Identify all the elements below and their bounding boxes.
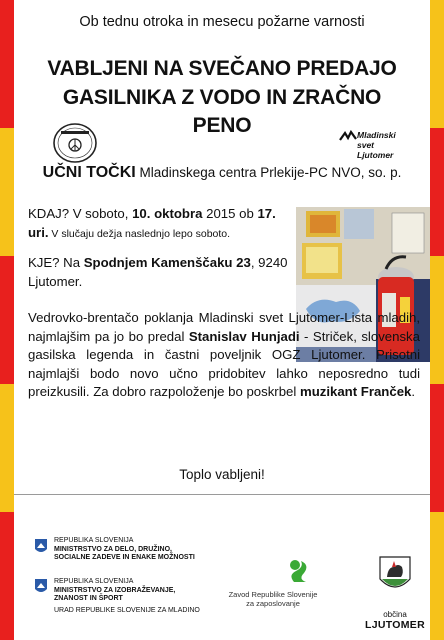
gov2-line3: URAD REPUBLIKE SLOVENIJE ZA MLADINO <box>54 606 200 614</box>
right-logo-line-1: Mladinski svet <box>357 130 396 150</box>
venue-rest: Mladinskega centra Prlekije-PC NVO, so. p. <box>135 165 402 180</box>
venue-bold: UČNI TOČKI <box>42 164 136 181</box>
when-block <box>28 205 298 243</box>
zavod-line1: Zavod Republike Slovenije <box>228 590 318 599</box>
gov2-line1: MINISTRSTVO ZA IZOBRAŽEVANJE, <box>54 586 176 594</box>
where-question: KJE? Na <box>28 255 84 270</box>
headline-line-1: VABLJENI NA SVEČANO PREDAJO <box>47 57 397 80</box>
slovenia-crest-icon <box>34 538 48 556</box>
paragraph-part-1: Vedrovko-brentačo poklanja Mladinski svet Ljutomer-Lista mladih, najmlajšim pa jo bo predal <box>28 310 420 344</box>
right-color-stripe <box>430 0 444 640</box>
municipality-label <box>360 610 430 631</box>
left-color-stripe <box>0 0 14 640</box>
when-question: KDAJ? V soboto, <box>28 206 133 221</box>
headline-line-3: PENO <box>192 114 252 137</box>
rain-note: V slučaju dežja naslednjo lepo soboto. <box>48 227 231 240</box>
zavod-label <box>214 590 332 608</box>
mladinski-svet-logo <box>339 128 409 164</box>
gov2-republika: REPUBLIKA SLOVENIJA <box>54 578 134 585</box>
gov1-republika: REPUBLIKA SLOVENIJA <box>54 537 134 544</box>
poster-page <box>14 0 430 640</box>
description-paragraph <box>28 309 420 402</box>
municipality-name: LJUTOMER <box>365 619 425 631</box>
musician-name: muzikant Franček <box>299 384 412 399</box>
gov1-line2: SOCIALNE ZADEVE IN ENAKE MOŽNOSTI <box>54 554 195 562</box>
event-place: Spodnjem Kamenščaku 23 <box>83 255 251 270</box>
intro-line: Ob tednu otroka in mesecu požarne varnosti <box>79 14 365 30</box>
paragraph-part-2: - Striček, slovenska gasilska legenda in častni poveljnik OGZ Ljutomer. Prisotni najmlajši bodo novo učno pridobitev lahko neposredno tudi preizkusili. Za dobro razpoloženje bo poskrbel <box>28 328 420 399</box>
ministry-labour-label <box>54 537 195 563</box>
event-date: 10. oktobra <box>132 206 203 221</box>
footer-divider <box>14 494 430 495</box>
gov2-line2: ZNANOST IN ŠPORT <box>54 595 123 603</box>
ministry-education-label <box>54 578 200 615</box>
gov1-line1: MINISTRSTVO ZA DELO, DRUŽINO, <box>54 545 172 553</box>
mladinski-center-logo <box>52 122 98 164</box>
ljutomer-coat-of-arms-icon <box>378 555 412 595</box>
right-logo-line-2: Ljutomer <box>357 150 394 160</box>
event-city: , 9240 Ljutomer. <box>28 255 288 289</box>
hands-icon <box>339 130 357 144</box>
zavod-line2: za zaposlovanje <box>246 599 300 608</box>
closing-line: Toplo vabljeni! <box>179 467 265 482</box>
presenter-name: Stanislav Hunjadi <box>188 328 300 344</box>
slovenia-crest-icon <box>34 578 48 596</box>
obcina-word: občina <box>383 610 407 619</box>
venue-line <box>14 164 430 182</box>
event-year: 2015 ob <box>202 206 258 221</box>
where-block <box>28 254 293 291</box>
headline-line-2: GASILNIKA Z VODO IN ZRAČNO <box>62 85 382 109</box>
zavod-logo-icon <box>286 557 314 585</box>
event-time: 17. uri. <box>28 206 276 240</box>
paragraph-part-3: . <box>411 384 416 399</box>
